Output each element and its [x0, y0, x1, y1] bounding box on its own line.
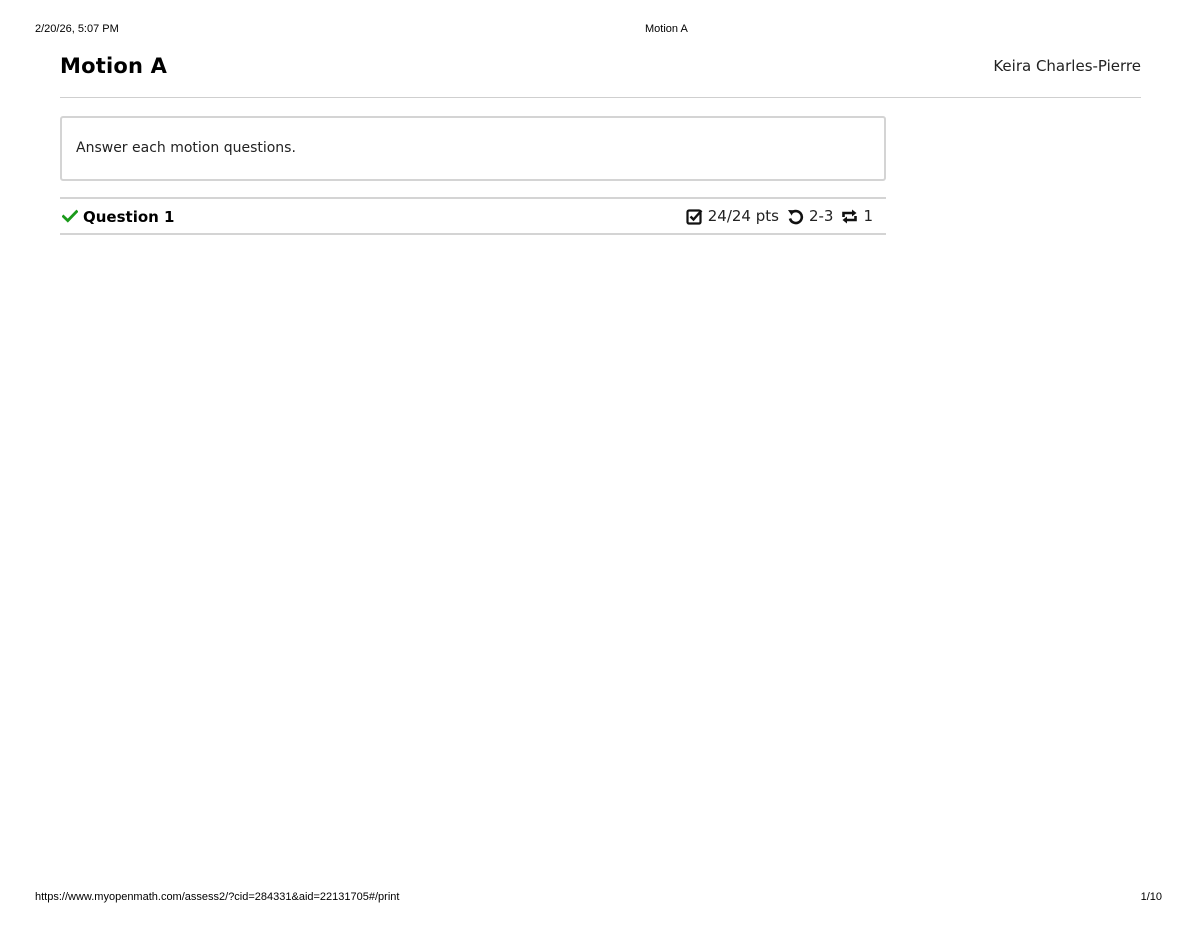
intro-box: [60, 116, 886, 181]
check-icon: [62, 208, 78, 224]
print-doc-title: Motion A: [645, 23, 688, 35]
title-divider: [60, 97, 1141, 98]
checked-box-icon: [686, 208, 703, 225]
question-meta: [686, 207, 873, 225]
attempts-text: 2-3: [808, 207, 834, 225]
student-name: Keira Charles-Pierre: [993, 57, 1141, 75]
question-label: Question 1: [83, 208, 175, 226]
intro-text: Answer each motion questions.: [76, 140, 296, 156]
question-header[interactable]: [60, 197, 886, 235]
print-datetime: 2/20/26, 5:07 PM: [35, 23, 119, 35]
regens-text: 1: [863, 207, 873, 225]
page-title: Motion A: [60, 54, 168, 78]
print-url: https://www.myopenmath.com/assess2/?cid=284331&aid=22131705#/print: [35, 891, 400, 903]
regen-icon: [841, 208, 858, 225]
score-text: 24/24 pts: [707, 207, 779, 225]
retry-icon: [787, 208, 804, 225]
print-page-number: 1/10: [1140, 891, 1162, 903]
